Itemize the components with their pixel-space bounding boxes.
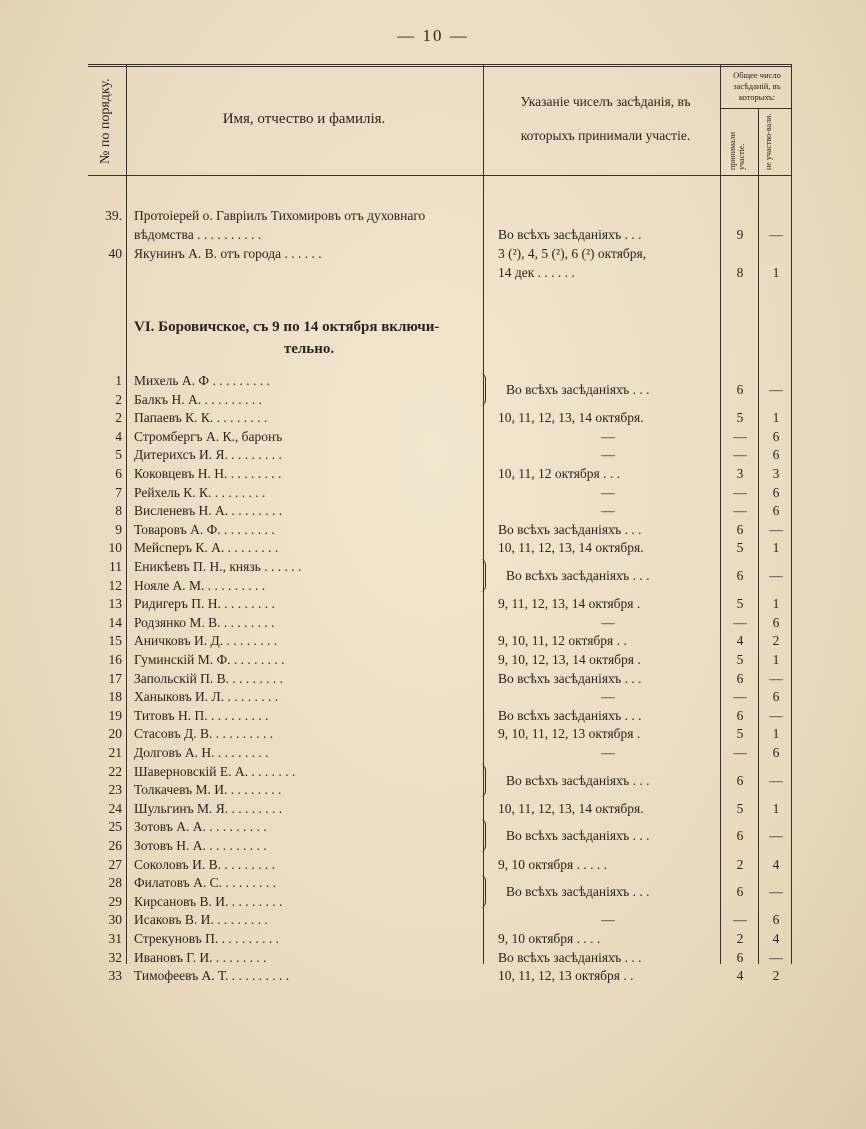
row-number: 21 xyxy=(108,745,122,760)
count-took-part: 6 xyxy=(736,950,744,965)
row-number: 39. xyxy=(105,208,122,223)
sessions-attended: 9, 10, 12, 13, 14 октября . xyxy=(498,652,641,667)
count-not-took-part: 4 xyxy=(772,931,780,946)
person-name: Балкъ Н. А. . . . . . . . . . xyxy=(134,392,262,407)
header-bottom-rule xyxy=(88,175,792,176)
row-number: 27 xyxy=(108,857,122,872)
count-not-took-part: 4 xyxy=(772,857,780,872)
count-not-took-part: 2 xyxy=(772,633,780,648)
header-sessions-line1: Указаніе чиселъ засѣданія, въ xyxy=(520,94,691,109)
count-not-took-part: 1 xyxy=(772,410,780,425)
count-not-took-part: — xyxy=(769,568,783,583)
count-not-took-part: — xyxy=(769,950,783,965)
person-name: Титовъ Н. П. . . . . . . . . . xyxy=(134,708,269,723)
person-name: Стасовъ Д. В. . . . . . . . . . xyxy=(134,726,274,741)
count-took-part: 6 xyxy=(736,568,744,583)
count-took-part: 6 xyxy=(736,773,744,788)
count-not-took-part: 1 xyxy=(772,652,780,667)
count-not-took-part: — xyxy=(769,382,783,397)
person-name: Папаевъ К. К. . . . . . . . . xyxy=(134,410,268,425)
table-row xyxy=(88,855,792,874)
sessions-attended: Во всѣхъ засѣданіяхъ . . . xyxy=(506,382,650,397)
person-name: вѣдомства . . . . . . . . . . xyxy=(134,227,262,242)
person-name: Тимофеевъ А. Т. . . . . . . . . . xyxy=(134,968,290,983)
person-name: Протоіерей о. Гавріилъ Тихомировъ отъ духовнаго xyxy=(134,208,426,223)
grouped-row xyxy=(88,882,792,901)
person-name: Кирсановъ В. И. . . . . . . . . xyxy=(134,894,283,909)
sessions-attended: 9, 10 октября . . . . . xyxy=(498,857,608,872)
sessions-attended: 10, 11, 12 октября . . . xyxy=(498,466,621,481)
sessions-attended: — xyxy=(601,689,615,704)
count-not-took-part: 6 xyxy=(772,503,780,518)
row-number: 7 xyxy=(115,485,122,500)
row-number: 15 xyxy=(108,633,122,648)
sessions-attended: 3 (²), 4, 5 (²), 6 (²) октября, xyxy=(498,246,647,261)
sessions-attended: Во всѣхъ засѣданіяхъ . . . xyxy=(506,884,650,899)
row-number: 25 xyxy=(108,819,122,834)
count-took-part: 6 xyxy=(736,884,744,899)
count-took-part: 6 xyxy=(736,828,744,843)
row-number: 32 xyxy=(108,950,122,965)
count-took-part: 2 xyxy=(736,931,744,946)
count-not-took-part: — xyxy=(769,828,783,843)
person-name: Ридигеръ П. Н. . . . . . . . . xyxy=(134,596,275,611)
header-took-part: принимали участіе. xyxy=(728,131,746,170)
header-sessions-line2: которыхъ принимали участіе. xyxy=(520,128,691,143)
count-took-part: — xyxy=(733,689,747,704)
person-name: Исаковъ В. И. . . . . . . . . xyxy=(134,912,268,927)
row-number: 18 xyxy=(108,689,122,704)
table-row xyxy=(88,743,792,762)
table-row xyxy=(88,929,792,948)
sessions-attended: Во всѣхъ засѣданіяхъ . . . xyxy=(498,671,642,686)
row-number: 20 xyxy=(108,726,122,741)
row-number: 6 xyxy=(115,466,122,481)
count-took-part: — xyxy=(733,447,747,462)
count-not-took-part: — xyxy=(769,708,783,723)
count-not-took-part: 6 xyxy=(772,429,780,444)
count-not-took-part: 2 xyxy=(772,968,780,983)
header-not-took-part: не участво-вали. xyxy=(764,113,773,170)
table-row xyxy=(88,464,792,483)
row-number: 30 xyxy=(108,912,122,927)
count-took-part: 4 xyxy=(736,633,744,648)
row-number: 40 xyxy=(108,246,122,261)
count-took-part: — xyxy=(733,485,747,500)
table-row xyxy=(88,538,792,557)
sessions-attended: 10, 11, 12, 13, 14 октября. xyxy=(498,410,644,425)
row-number: 19 xyxy=(108,708,122,723)
row-number: 31 xyxy=(108,931,122,946)
table-row xyxy=(88,948,792,967)
grouped-row xyxy=(88,380,792,399)
table-top-rule-double xyxy=(88,66,792,67)
count-took-part: — xyxy=(733,745,747,760)
count-took-part: 5 xyxy=(736,652,744,667)
person-name: Еникѣевъ П. Н., князь . . . . . . xyxy=(134,559,302,574)
count-not-took-part: — xyxy=(769,671,783,686)
table-row xyxy=(88,408,792,427)
row-number: 9 xyxy=(115,522,122,537)
sessions-attended: Во всѣхъ засѣданіяхъ . . . xyxy=(498,950,642,965)
table-row xyxy=(88,910,792,929)
row-number: 10 xyxy=(108,540,122,555)
table-row xyxy=(88,650,792,669)
sessions-attended: — xyxy=(601,503,615,518)
person-name: Мейсперъ К. А. . . . . . . . . xyxy=(134,540,279,555)
sessions-attended: Во всѣхъ засѣданіяхъ . . . xyxy=(506,568,650,583)
person-name: Стромбергъ А. К., баронъ xyxy=(134,429,283,444)
row-number: 13 xyxy=(108,596,122,611)
sessions-attended: — xyxy=(601,745,615,760)
count-not-took-part: 1 xyxy=(772,540,780,555)
table-row xyxy=(88,966,792,985)
table-row xyxy=(88,669,792,688)
person-name: Шаверновскій Е. А. . . . . . . . xyxy=(134,764,296,779)
section-title: VI. Боровичское, съ 9 по 14 октября включи- xyxy=(134,319,440,335)
table-row xyxy=(88,501,792,520)
person-name: Товаровъ А. Ф. . . . . . . . . xyxy=(134,522,275,537)
row-number: 29 xyxy=(108,894,122,909)
count-took-part: 3 xyxy=(736,466,744,481)
person-name: Гуминскій М. Ф. . . . . . . . . xyxy=(134,652,285,667)
count-took-part: 5 xyxy=(736,726,744,741)
person-name: Нояле А. М. . . . . . . . . . xyxy=(134,578,266,593)
person-name: Рейхель К. К. . . . . . . . . xyxy=(134,485,266,500)
header-total-line3: которыхъ: xyxy=(738,92,776,102)
sessions-attended: 14 дек . . . . . . xyxy=(498,265,575,280)
row-number: 1 xyxy=(115,373,122,388)
sessions-attended: 9, 10, 11, 12 октября . . xyxy=(498,633,627,648)
count-took-part: 2 xyxy=(736,857,744,872)
count-not-took-part: 6 xyxy=(772,447,780,462)
sessions-attended: Во всѣхъ засѣданіяхъ . . . xyxy=(498,227,642,242)
row-number: 5 xyxy=(115,447,122,462)
person-name: Михель А. Ф . . . . . . . . . xyxy=(134,373,270,388)
count-not-took-part: — xyxy=(769,227,783,242)
person-name: Ивановъ Г. И. . . . . . . . . xyxy=(134,950,267,965)
sessions-attended: — xyxy=(601,615,615,630)
person-name: Филатовъ А. С. . . . . . . . . xyxy=(134,875,277,890)
person-name: Зотовъ Н. А. . . . . . . . . . xyxy=(134,838,267,853)
table-row xyxy=(88,724,792,743)
header-total-line1: Общее число xyxy=(733,70,781,80)
count-not-took-part: — xyxy=(769,884,783,899)
count-not-took-part: 1 xyxy=(772,265,780,280)
sessions-attended: — xyxy=(601,447,615,462)
table-row xyxy=(88,687,792,706)
section-title-cont: тельно. xyxy=(283,341,335,357)
table-row xyxy=(88,706,792,725)
row-number: 8 xyxy=(115,503,122,518)
count-not-took-part: 6 xyxy=(772,485,780,500)
table-row xyxy=(88,594,792,613)
person-name: Якунинъ А. В. отъ города . . . . . . xyxy=(134,246,322,261)
count-not-took-part: 6 xyxy=(772,615,780,630)
person-name: Толкачевъ М. И. . . . . . . . . xyxy=(134,782,282,797)
table-row xyxy=(88,631,792,650)
table-row xyxy=(88,483,792,502)
count-took-part: 6 xyxy=(736,708,744,723)
grouped-row xyxy=(88,566,792,585)
sessions-attended: — xyxy=(601,912,615,927)
person-name: Запольскій П. В. . . . . . . . . xyxy=(134,671,284,686)
sessions-attended: Во всѣхъ засѣданіяхъ . . . xyxy=(498,708,642,723)
row-number: 2 xyxy=(115,392,122,407)
count-took-part: 5 xyxy=(736,801,744,816)
sessions-attended: — xyxy=(601,429,615,444)
row-number: 16 xyxy=(108,652,122,667)
person-name: Дитерихсъ И. Я. . . . . . . . . xyxy=(134,447,282,462)
row-number: 12 xyxy=(108,578,122,593)
count-took-part: 6 xyxy=(736,671,744,686)
table-row xyxy=(88,427,792,446)
grouped-row xyxy=(88,826,792,845)
table-row xyxy=(88,263,792,282)
table-row xyxy=(88,225,792,244)
person-name: Стрекуновъ П. . . . . . . . . . xyxy=(134,931,279,946)
count-not-took-part: 3 xyxy=(772,466,780,481)
person-name: Аничковъ И. Д. . . . . . . . . xyxy=(134,633,278,648)
count-took-part: — xyxy=(733,429,747,444)
row-number: 14 xyxy=(108,615,122,630)
count-took-part: — xyxy=(733,503,747,518)
person-name: Родзянко М. В. . . . . . . . . xyxy=(134,615,275,630)
table-row xyxy=(88,244,792,263)
table-row xyxy=(88,520,792,539)
count-not-took-part: 1 xyxy=(772,801,780,816)
section-heading xyxy=(134,316,484,360)
count-not-took-part: 6 xyxy=(772,689,780,704)
row-number: 28 xyxy=(108,875,122,890)
row-number: 23 xyxy=(108,782,122,797)
table-row xyxy=(88,206,792,225)
header-name: Имя, отчество и фамилія. xyxy=(222,111,386,127)
table-row xyxy=(88,445,792,464)
sessions-attended: Во всѣхъ засѣданіяхъ . . . xyxy=(506,773,650,788)
person-name: Коковцевъ Н. Н. . . . . . . . . xyxy=(134,466,282,481)
grouped-row xyxy=(88,771,792,790)
sessions-attended: 10, 11, 12, 13 октября . . xyxy=(498,968,634,983)
sessions-attended: 9, 11, 12, 13, 14 октября . xyxy=(498,596,641,611)
person-name: Шульгинъ М. Я. . . . . . . . . xyxy=(134,801,283,816)
count-took-part: 6 xyxy=(736,522,744,537)
count-took-part: 5 xyxy=(736,540,744,555)
total-subheader-rule xyxy=(720,108,792,109)
row-number: 4 xyxy=(115,429,122,444)
sessions-attended: 9, 10 октября . . . . xyxy=(498,931,601,946)
row-number: 33 xyxy=(108,968,122,983)
person-name: Долговъ А. Н. . . . . . . . . xyxy=(134,745,269,760)
sessions-attended: Во всѣхъ засѣданіяхъ . . . xyxy=(498,522,642,537)
row-number: 2 xyxy=(115,410,122,425)
count-not-took-part: — xyxy=(769,522,783,537)
table-row xyxy=(88,613,792,632)
row-number: 22 xyxy=(108,764,122,779)
sessions-attended: 10, 11, 12, 13, 14 октября. xyxy=(498,801,644,816)
count-not-took-part: 6 xyxy=(772,912,780,927)
table-row xyxy=(88,799,792,818)
sessions-attended: 10, 11, 12, 13, 14 октября. xyxy=(498,540,644,555)
sessions-attended: — xyxy=(601,485,615,500)
sessions-attended: 9, 10, 11, 12, 13 октября . xyxy=(498,726,641,741)
person-name: Зотовъ А. А. . . . . . . . . . xyxy=(134,819,267,834)
count-took-part: 4 xyxy=(736,968,744,983)
sessions-attended: Во всѣхъ засѣданіяхъ . . . xyxy=(506,828,650,843)
count-took-part: — xyxy=(733,615,747,630)
count-not-took-part: — xyxy=(769,773,783,788)
person-name: Ханыковъ И. Л. . . . . . . . . xyxy=(134,689,279,704)
table-top-rule xyxy=(88,64,792,65)
header-total-line2: засѣданій, въ xyxy=(733,81,781,91)
page-number: — 10 — xyxy=(397,26,469,45)
header-num: № по порядку. xyxy=(98,78,113,164)
row-number: 17 xyxy=(108,671,122,686)
row-number: 26 xyxy=(108,838,122,853)
row-number: 11 xyxy=(109,559,122,574)
count-took-part: 8 xyxy=(736,265,744,280)
count-took-part: 5 xyxy=(736,596,744,611)
count-not-took-part: 6 xyxy=(772,745,780,760)
person-name: Висленевъ Н. А. . . . . . . . . xyxy=(134,503,283,518)
row-number: 24 xyxy=(108,801,122,816)
count-took-part: — xyxy=(733,912,747,927)
person-name: Соколовъ И. В. . . . . . . . . xyxy=(134,857,275,872)
count-took-part: 5 xyxy=(736,410,744,425)
count-took-part: 6 xyxy=(736,382,744,397)
count-not-took-part: 1 xyxy=(772,726,780,741)
count-not-took-part: 1 xyxy=(772,596,780,611)
count-took-part: 9 xyxy=(736,227,744,242)
